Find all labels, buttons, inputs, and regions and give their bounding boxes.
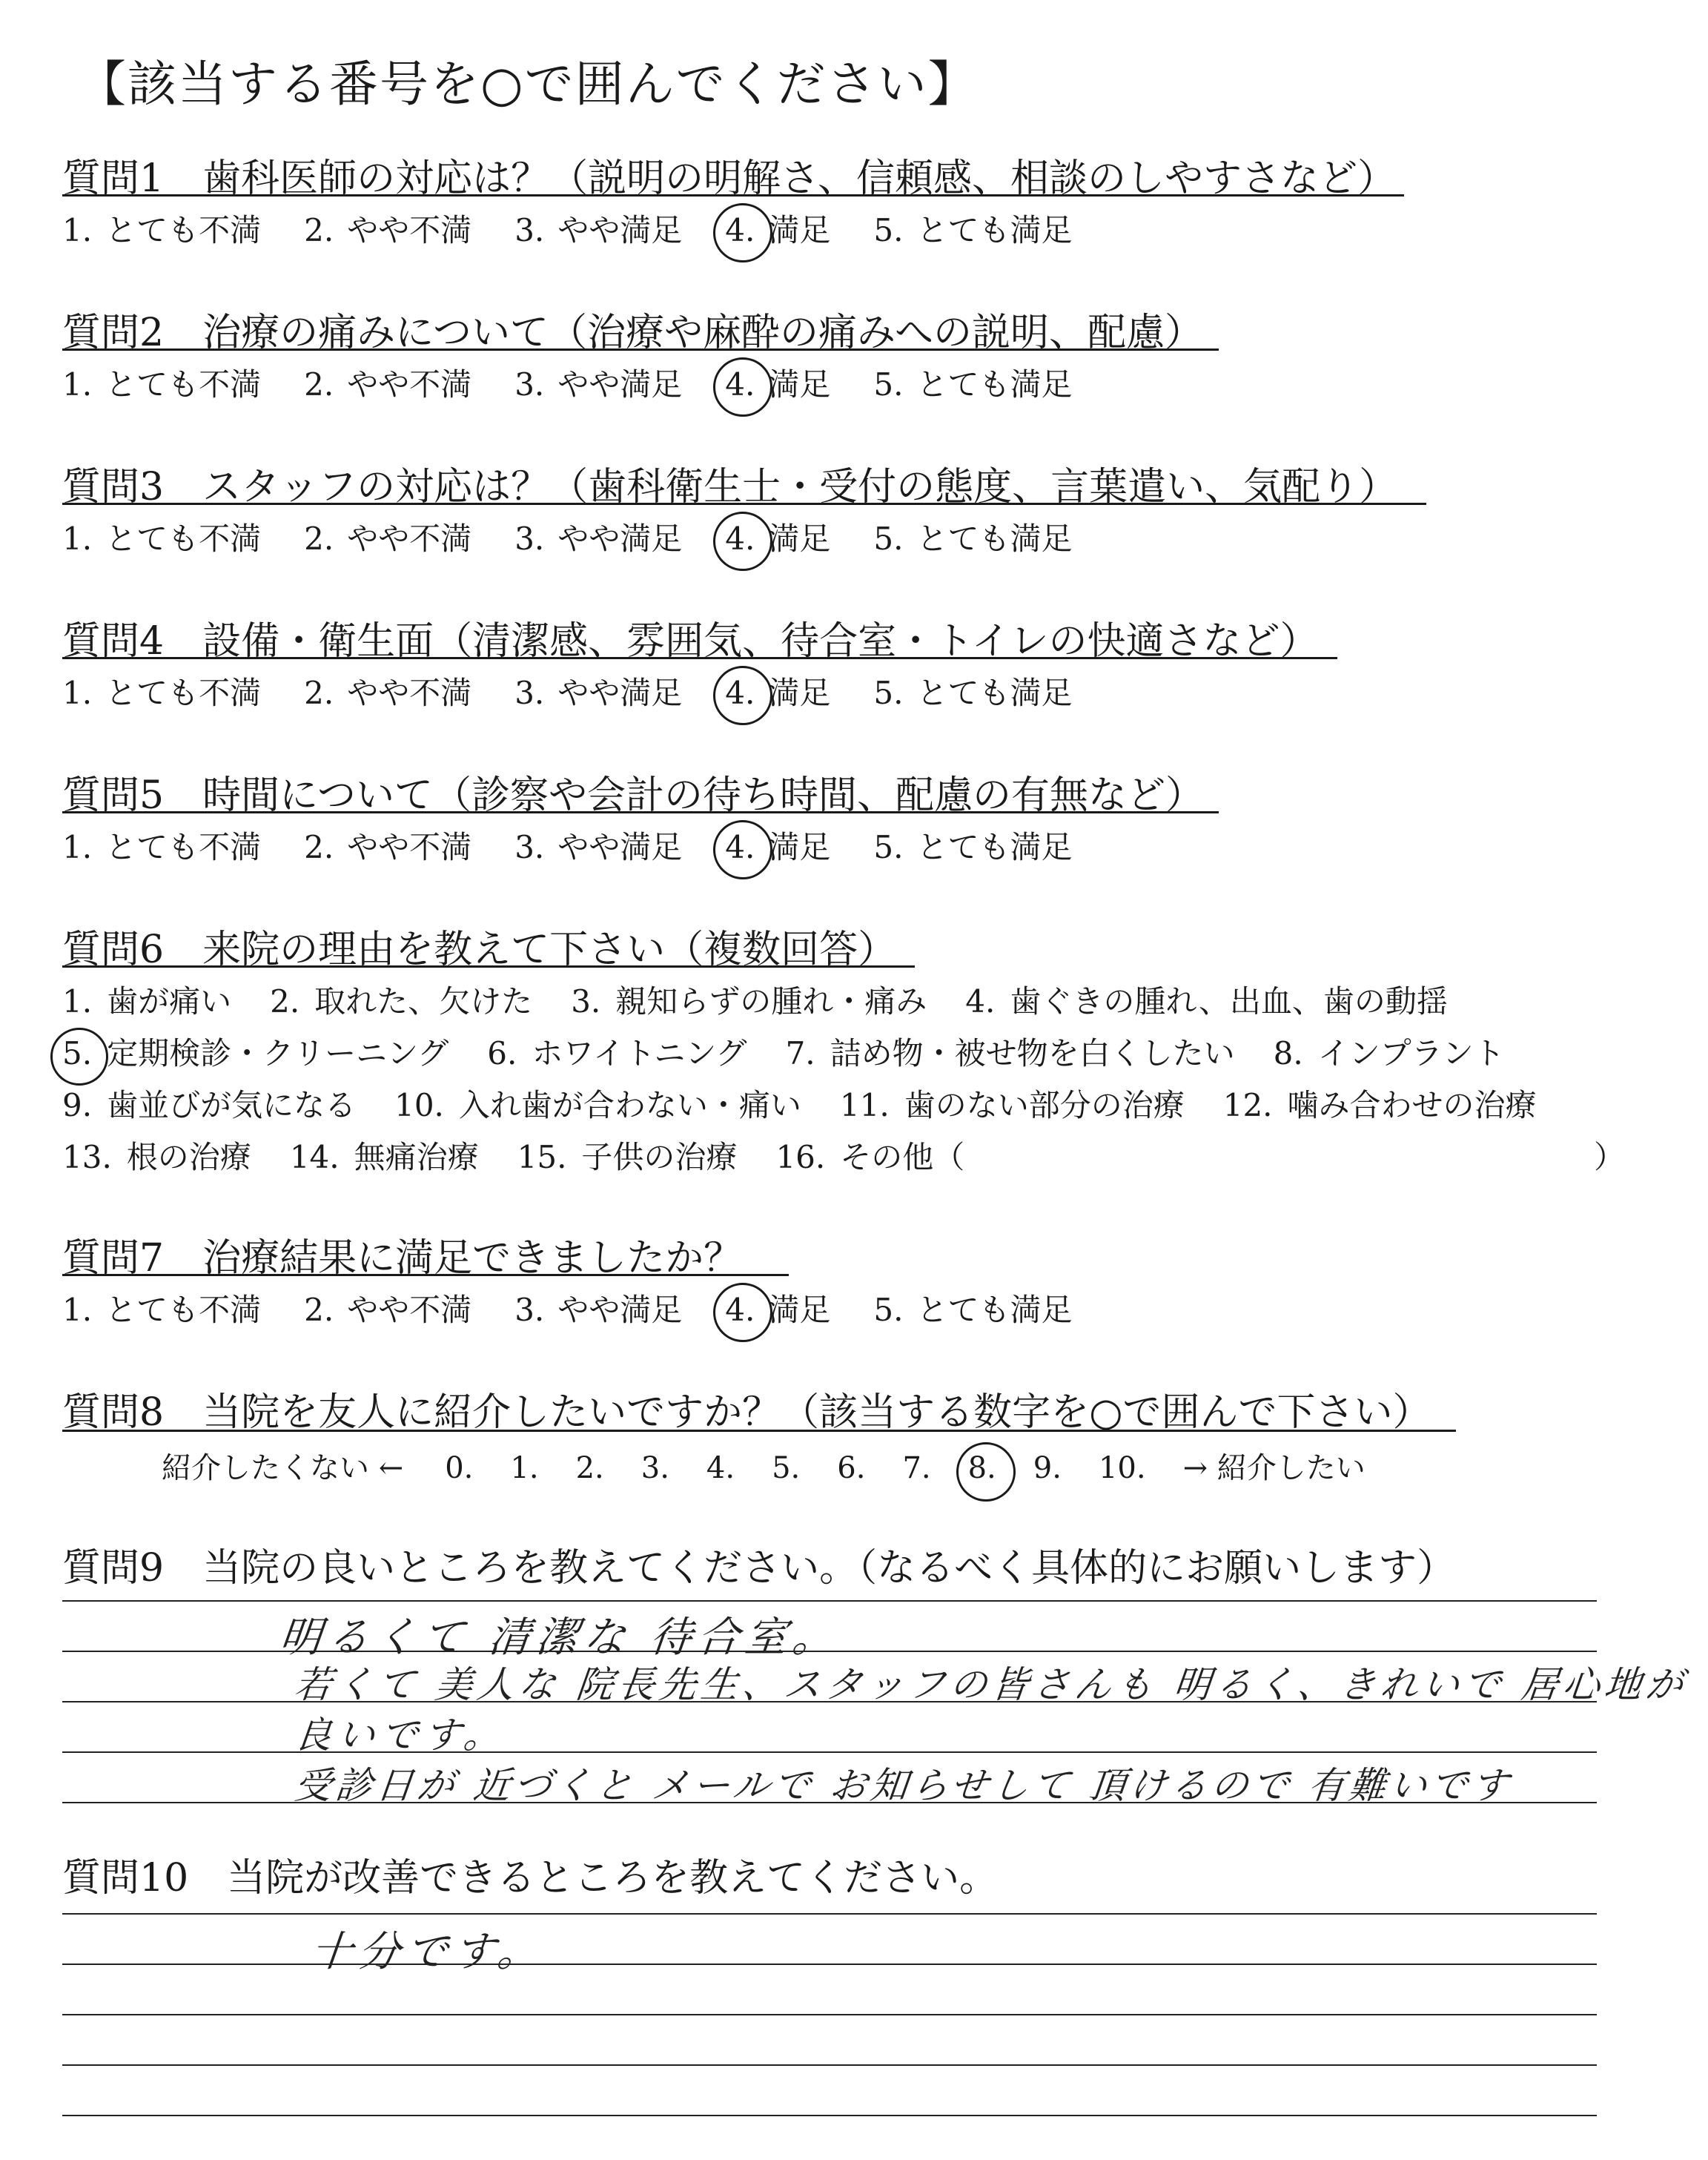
q8-scale <box>162 1444 1366 1487</box>
q2-option-number: 1. <box>62 366 93 403</box>
q2-option-1[interactable] <box>62 360 261 405</box>
q4-option-number: 1. <box>62 675 93 711</box>
q5-option-text: やや満足 <box>557 829 683 865</box>
q1-option-text: とても不満 <box>105 212 262 248</box>
q5-option-1[interactable] <box>62 823 261 868</box>
q6-reason-text: 歯ぐきの腫れ、出血、歯の動揺 <box>1010 983 1448 1020</box>
q6-reason-number: 8. <box>1273 1035 1303 1071</box>
q1-option-text: やや満足 <box>557 212 683 248</box>
q9-hand-line-3: 良いです。 <box>292 1714 509 1757</box>
q5-option-3[interactable] <box>514 823 682 868</box>
q6-reason-text: 噛み合わせの治療 <box>1287 1087 1537 1123</box>
q8-score-8[interactable]: 8. <box>967 1451 996 1485</box>
q6-reason-item[interactable] <box>394 1081 801 1126</box>
q7-option-number: 5. <box>873 1292 904 1328</box>
q6-reason-number: 11. <box>839 1087 890 1123</box>
q2-option-number: 3. <box>514 366 545 403</box>
q9-hand-line-2: 若くて 美人な 院長先生、スタッフの皆さんも 明るく、きれいで 居心地が <box>292 1663 1690 1706</box>
q9-label: 質問9 当院の良いところを教えてください。（なるべく具体的にお願いします） <box>62 1546 1456 1591</box>
q4-option-text: やや満足 <box>557 675 683 711</box>
q4-option-4[interactable] <box>725 669 830 713</box>
q5-options <box>62 823 1115 868</box>
q1-option-number: 4. <box>725 212 755 248</box>
q2-underline <box>62 349 1219 351</box>
q1-option-5[interactable] <box>873 206 1072 251</box>
q1-option-number: 1. <box>62 212 93 248</box>
q6-row <box>62 1081 1575 1126</box>
q2-option-number: 5. <box>873 366 904 403</box>
q8-score-7[interactable]: 7. <box>902 1451 931 1485</box>
q6-reason-number: 2. <box>270 983 300 1020</box>
q2-option-text: やや満足 <box>557 366 683 403</box>
q3-option-5[interactable] <box>873 515 1072 559</box>
q6-reason-text: 定期検診・クリーニング <box>107 1035 449 1071</box>
q10-rule-2 <box>62 1964 1597 1965</box>
q7-option-text: とても満足 <box>916 1292 1073 1328</box>
q9-rule-1 <box>62 1600 1597 1602</box>
q8-score-6[interactable]: 6. <box>837 1451 866 1485</box>
q3-option-number: 5. <box>873 521 904 557</box>
q5-option-number: 2. <box>304 829 334 865</box>
q2-option-text: やや不満 <box>347 366 472 403</box>
q3-option-text: 満足 <box>768 521 831 557</box>
q4-option-text: とても満足 <box>916 675 1073 711</box>
q6-reason-item[interactable] <box>965 977 1448 1022</box>
q3-option-number: 3. <box>514 521 545 557</box>
q8-score-10[interactable]: 10. <box>1098 1451 1146 1485</box>
q5-option-number: 5. <box>873 829 904 865</box>
q5-option-5[interactable] <box>873 823 1072 868</box>
page-title: 【該当する番号を○で囲んでください】 <box>77 56 979 113</box>
q7-label: 質問7 治療結果に満足できましたか？ <box>62 1236 743 1281</box>
q1-option-1[interactable] <box>62 206 261 251</box>
q6-row <box>62 1029 1543 1074</box>
q5-option-2[interactable] <box>304 823 471 868</box>
q6-reason-text: インプラント <box>1317 1035 1505 1071</box>
q9-hand-line-4: 受診日が 近づくと メールで お知らせして 頂けるので 有難いです <box>292 1764 1515 1807</box>
q6-reason-number: 13. <box>62 1139 112 1175</box>
q3-options <box>62 515 1115 559</box>
q6-reason-number: 1. <box>62 983 93 1020</box>
q8-score-3[interactable]: 3. <box>640 1451 669 1485</box>
q1-option-number: 3. <box>514 212 545 248</box>
q6-reason-item[interactable] <box>290 1133 479 1178</box>
q3-label: 質問3 スタッフの対応は？（歯科衛生士・受付の態度、言葉遣い、気配り） <box>62 465 1398 509</box>
q1-options <box>62 206 1115 251</box>
q6-reason-number: 5. <box>62 1035 93 1071</box>
q6-reason-text: ホワイトニング <box>532 1035 747 1071</box>
q6-row <box>62 1133 1003 1178</box>
q6-reason-text: 詰め物・被せ物を白くしたい <box>830 1035 1235 1071</box>
q6-reason-item[interactable] <box>571 977 927 1022</box>
q10-rule-5 <box>62 2115 1597 2116</box>
q3-option-text: やや満足 <box>557 521 683 557</box>
q7-option-3[interactable] <box>514 1286 682 1330</box>
q1-underline <box>62 194 1404 196</box>
q4-option-number: 4. <box>725 675 755 711</box>
q2-option-number: 4. <box>725 366 755 403</box>
q2-option-4[interactable] <box>725 360 830 405</box>
q7-option-number: 4. <box>725 1292 755 1328</box>
q6-reason-number: 12. <box>1222 1087 1273 1123</box>
q6-reason-text: 歯が痛い <box>107 983 232 1020</box>
q8-score-0[interactable]: 0. <box>445 1451 474 1485</box>
q6-reason-number: 10. <box>394 1087 444 1123</box>
q2-option-5[interactable] <box>873 360 1072 405</box>
q6-reason-text: 歯のない部分の治療 <box>904 1087 1185 1123</box>
q6-reason-text: 入れ歯が合わない・痛い <box>458 1087 801 1123</box>
q8-left-text: 紹介したくない ← <box>162 1451 404 1485</box>
q6-row <box>62 977 1486 1022</box>
q6-reason-item[interactable] <box>517 1133 738 1178</box>
q4-option-number: 5. <box>873 675 904 711</box>
q6-reason-item[interactable] <box>1223 1081 1537 1126</box>
q6-reason-number: 9. <box>62 1087 93 1123</box>
q3-option-text: とても不満 <box>105 521 262 557</box>
q3-option-2[interactable] <box>304 515 471 559</box>
q5-label: 質問5 時間について（診察や会計の待ち時間、配慮の有無など） <box>62 773 1205 818</box>
q6-reason-number: 3. <box>571 983 601 1020</box>
q5-option-text: とても不満 <box>105 829 262 865</box>
q6-reason-item[interactable] <box>62 1029 448 1074</box>
q1-option-text: やや不満 <box>347 212 472 248</box>
q5-option-text: やや不満 <box>347 829 472 865</box>
q6-reason-number: 7. <box>785 1035 815 1071</box>
q8-underline <box>62 1430 1456 1432</box>
q4-label: 質問4 設備・衛生面（清潔感、雰囲気、待合室・トイレの快適さなど） <box>62 619 1319 664</box>
q6-reason-text: 根の治療 <box>126 1139 251 1175</box>
q3-option-text: やや不満 <box>347 521 472 557</box>
q6-reason-item[interactable] <box>1274 1029 1505 1074</box>
q4-options <box>62 669 1115 713</box>
q7-option-number: 3. <box>514 1292 545 1328</box>
q1-option-2[interactable] <box>304 206 471 251</box>
q2-option-text: とても不満 <box>105 366 262 403</box>
q6-reason-text: 取れた、欠けた <box>314 983 533 1020</box>
q2-option-text: とても満足 <box>916 366 1073 403</box>
q6-reason-item[interactable] <box>775 1133 964 1178</box>
q5-option-number: 4. <box>725 829 755 865</box>
q6-reason-number: 6. <box>487 1035 517 1071</box>
q4-option-5[interactable] <box>873 669 1072 713</box>
q7-options <box>62 1286 1115 1330</box>
q3-underline <box>62 503 1426 505</box>
q6-reason-number: 4. <box>965 983 996 1020</box>
q6-reason-item[interactable] <box>62 1081 356 1126</box>
q8-score-2[interactable]: 2. <box>575 1451 604 1485</box>
q2-option-text: 満足 <box>768 366 831 403</box>
q5-option-text: とても満足 <box>916 829 1073 865</box>
q6-reason-text: その他（ <box>840 1139 965 1175</box>
q4-option-number: 2. <box>304 675 334 711</box>
q9-hand-line-1: 明るくて 清潔な 待合室。 <box>277 1614 843 1662</box>
q3-option-number: 2. <box>304 521 334 557</box>
q4-option-text: やや不満 <box>347 675 472 711</box>
q7-option-text: 満足 <box>768 1292 831 1328</box>
q6-reason-item[interactable] <box>62 1133 251 1178</box>
q6-reason-item[interactable] <box>786 1029 1235 1074</box>
q10-rule-1 <box>62 1913 1597 1915</box>
q5-option-number: 1. <box>62 829 93 865</box>
q8-right-text: → 紹介したい <box>1182 1451 1366 1485</box>
q7-option-2[interactable] <box>304 1286 471 1330</box>
q5-underline <box>62 811 1219 813</box>
q7-option-1[interactable] <box>62 1286 261 1330</box>
q6-other-close: ） <box>1594 1139 1626 1175</box>
q5-option-number: 3. <box>514 829 545 865</box>
q8-score-5[interactable]: 5. <box>772 1451 801 1485</box>
q1-option-number: 5. <box>873 212 904 248</box>
q4-underline <box>62 657 1337 659</box>
q6-reason-number: 16. <box>775 1139 826 1175</box>
q6-reason-number: 14. <box>289 1139 340 1175</box>
q3-option-1[interactable] <box>62 515 261 559</box>
q3-option-number: 1. <box>62 521 93 557</box>
q6-reason-item[interactable] <box>270 977 532 1022</box>
q6-reason-number: 15. <box>517 1139 567 1175</box>
q6-underline <box>62 965 915 968</box>
q10-rule-4 <box>62 2064 1597 2066</box>
q4-option-text: 満足 <box>768 675 831 711</box>
q6-reason-text: 子供の治療 <box>581 1139 738 1175</box>
q8-score-4[interactable]: 4. <box>706 1451 735 1485</box>
q7-option-4[interactable] <box>725 1286 830 1330</box>
q8-score-9[interactable]: 9. <box>1033 1451 1062 1485</box>
q2-label: 質問2 治療の痛みについて（治療や麻酔の痛みへの説明、配慮） <box>62 311 1204 355</box>
q4-option-text: とても不満 <box>105 675 262 711</box>
q7-option-5[interactable] <box>873 1286 1072 1330</box>
q10-label: 質問10 当院が改善できるところを教えてください。 <box>62 1856 999 1900</box>
q6-reason-item[interactable] <box>840 1081 1185 1126</box>
q2-options <box>62 360 1115 405</box>
q1-option-3[interactable] <box>514 206 682 251</box>
q2-option-2[interactable] <box>304 360 471 405</box>
q2-option-3[interactable] <box>514 360 682 405</box>
q7-option-number: 2. <box>304 1292 334 1328</box>
q6-label: 質問6 来院の理由を教えて下さい（複数回答） <box>62 928 897 972</box>
q1-label: 質問1 歯科医師の対応は？（説明の明解さ、信頼感、相談のしやすさなど） <box>62 156 1397 201</box>
q3-option-text: とても満足 <box>916 521 1073 557</box>
q3-option-4[interactable] <box>725 515 830 559</box>
q10-hand-line-1: 十分です。 <box>308 1928 548 1976</box>
q6-reason-item[interactable] <box>62 977 231 1022</box>
q10-rule-3 <box>62 2014 1597 2015</box>
q3-option-number: 4. <box>725 521 755 557</box>
q6-reason-text: 歯並びが気になる <box>107 1087 357 1123</box>
q1-option-text: 満足 <box>768 212 831 248</box>
q3-option-3[interactable] <box>514 515 682 559</box>
q6-reason-text: 無痛治療 <box>354 1139 479 1175</box>
q8-score-1[interactable]: 1. <box>510 1451 539 1485</box>
q1-option-4[interactable] <box>725 206 830 251</box>
q2-option-number: 2. <box>304 366 334 403</box>
q1-option-text: とても満足 <box>916 212 1073 248</box>
q7-underline <box>62 1274 789 1276</box>
q4-option-number: 3. <box>514 675 545 711</box>
q6-reason-text: 親知らずの腫れ・痛み <box>615 983 927 1020</box>
q8-label: 質問8 当院を友人に紹介したいですか？（該当する数字を○で囲んで下さい） <box>62 1390 1431 1435</box>
q5-option-text: 満足 <box>768 829 831 865</box>
q7-option-text: やや不満 <box>347 1292 472 1328</box>
q7-option-text: とても不満 <box>105 1292 262 1328</box>
q7-option-number: 1. <box>62 1292 93 1328</box>
q4-option-2[interactable] <box>304 669 471 713</box>
q7-option-text: やや満足 <box>557 1292 683 1328</box>
q6-reason-item[interactable] <box>487 1029 747 1074</box>
q4-option-1[interactable] <box>62 669 261 713</box>
q1-option-number: 2. <box>304 212 334 248</box>
q5-option-4[interactable] <box>725 823 830 868</box>
q4-option-3[interactable] <box>514 669 682 713</box>
